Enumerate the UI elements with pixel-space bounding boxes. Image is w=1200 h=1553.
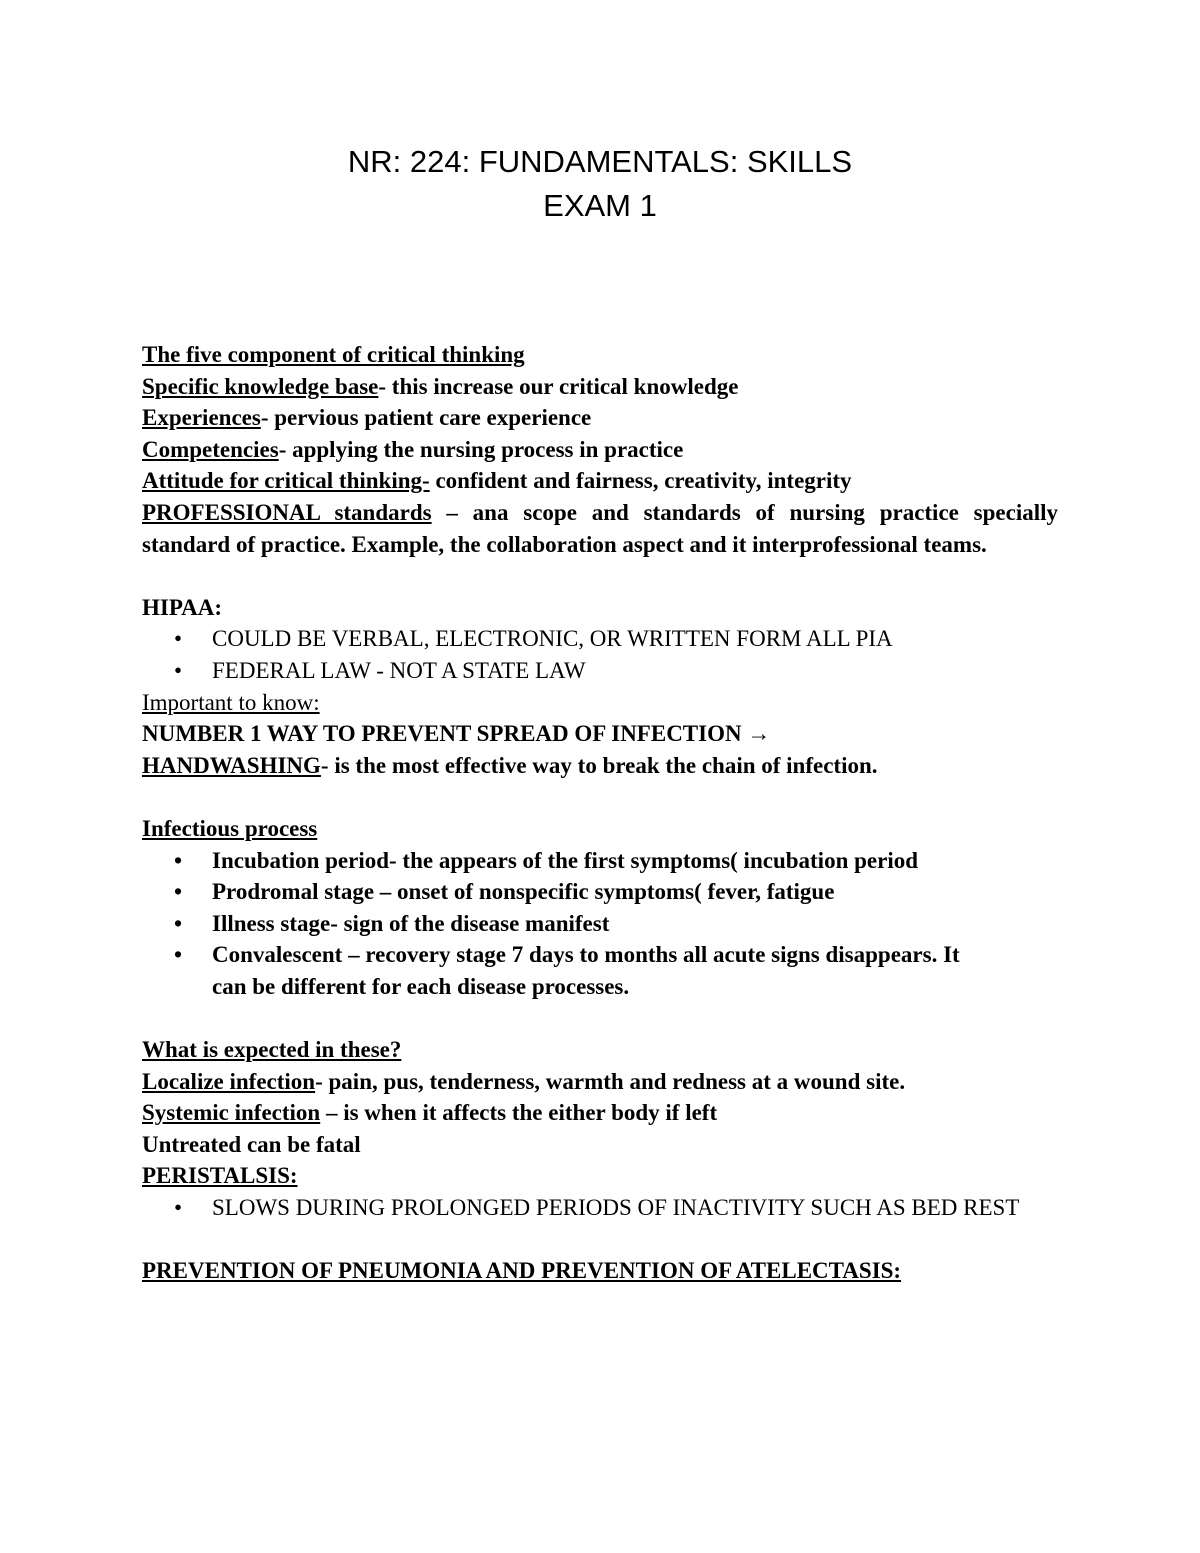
bullet-icon: • [174,1195,183,1221]
systemic-term: Systemic infection [142,1100,321,1126]
item-term: Attitude for critical thinking- [142,468,430,494]
item-desc: confident and fairness, creativity, integrity [429,468,852,494]
item-term: Competencies [142,436,279,462]
list-item-text: FEDERAL LAW - NOT A STATE LAW [212,657,586,683]
critical-thinking-heading: The five component of critical thinking [142,342,525,367]
list-item [142,845,1058,877]
infectious-process-list [142,845,1058,1003]
document-title-line1: NR: 224: FUNDAMENTALS: SKILLS [347,144,853,179]
list-item-text: Illness stage- sign of the disease manifest [212,910,610,936]
list-item [142,1192,1072,1224]
critical-thinking-item [142,465,1058,497]
bullet-icon: • [174,910,183,936]
list-item-text: Incubation period- the appears of the first symptoms( incubation period [212,847,919,873]
list-item [142,908,1058,940]
bullet-icon: • [174,626,183,652]
critical-thinking-item [142,402,1058,434]
list-item-text: Prodromal stage – onset of nonspecific symptoms( fever, fatigue [212,879,835,905]
document-title-line2: EXAM 1 [543,188,657,223]
infectious-process-heading: Infectious process [142,815,318,841]
localize-desc: - pain, pus, tenderness, warmth and redness at a wound site. [315,1068,906,1094]
item-desc: - this increase our critical knowledge [378,373,739,399]
professional-standards-paragraph [142,497,1058,560]
document-body [142,339,1058,1287]
item-desc: - applying the nursing process in practice [278,436,684,462]
bullet-icon: • [174,942,183,968]
localize-infection-line [142,1066,1058,1098]
localize-term: Localize infection [142,1068,316,1094]
handwashing-term: HANDWASHING [142,752,321,778]
list-item-text: Convalescent – recovery stage 7 days to months all acute signs disappears. It can be different for each disease processes. [212,942,960,999]
peristalsis-heading: PERISTALSIS: [142,1163,298,1189]
list-item-text: SLOWS DURING PROLONGED PERIODS OF INACTIVITY SUCH AS BED REST [212,1195,1020,1221]
handwashing-line [142,750,1058,782]
hipaa-heading: HIPAA: [142,594,223,620]
item-desc: - pervious patient care experience [260,405,592,431]
prevention-heading: PREVENTION OF PNEUMONIA AND PREVENTION OF ATELECTASIS: [142,1258,902,1284]
professional-term: PROFESSIONAL standards [142,499,432,525]
infection-prevention-line: NUMBER 1 WAY TO PREVENT SPREAD OF INFECTION → [142,721,771,747]
bullet-icon: • [174,847,183,873]
list-item [142,623,1058,655]
handwashing-desc: - is the most effective way to break the chain of infection. [320,752,878,778]
list-item [142,939,972,1002]
list-item [142,655,1058,687]
item-term: Experiences [142,405,261,431]
bullet-icon: • [174,879,183,905]
critical-thinking-item [142,371,1058,403]
list-item-text: COULD BE VERBAL, ELECTRONIC, OR WRITTEN FORM ALL PIA [212,626,893,652]
important-label: Important to know: [142,689,320,715]
list-item [142,876,1058,908]
bullet-icon: • [174,657,183,683]
item-term: Specific knowledge base [142,373,379,399]
professional-desc: – ana scope and standards of nursing practice specially standard of practice. Example, the collaboration aspect and it interprofessional teams. [142,499,1058,557]
peristalsis-list [142,1192,1058,1224]
systemic-desc: – is when it affects the either body if left [320,1100,718,1126]
critical-thinking-item [142,434,1058,466]
hipaa-list [142,623,1058,686]
expected-heading: What is expected in these? [142,1037,402,1063]
systemic-infection-line [142,1097,1058,1129]
untreated-line: Untreated can be fatal [142,1131,361,1157]
